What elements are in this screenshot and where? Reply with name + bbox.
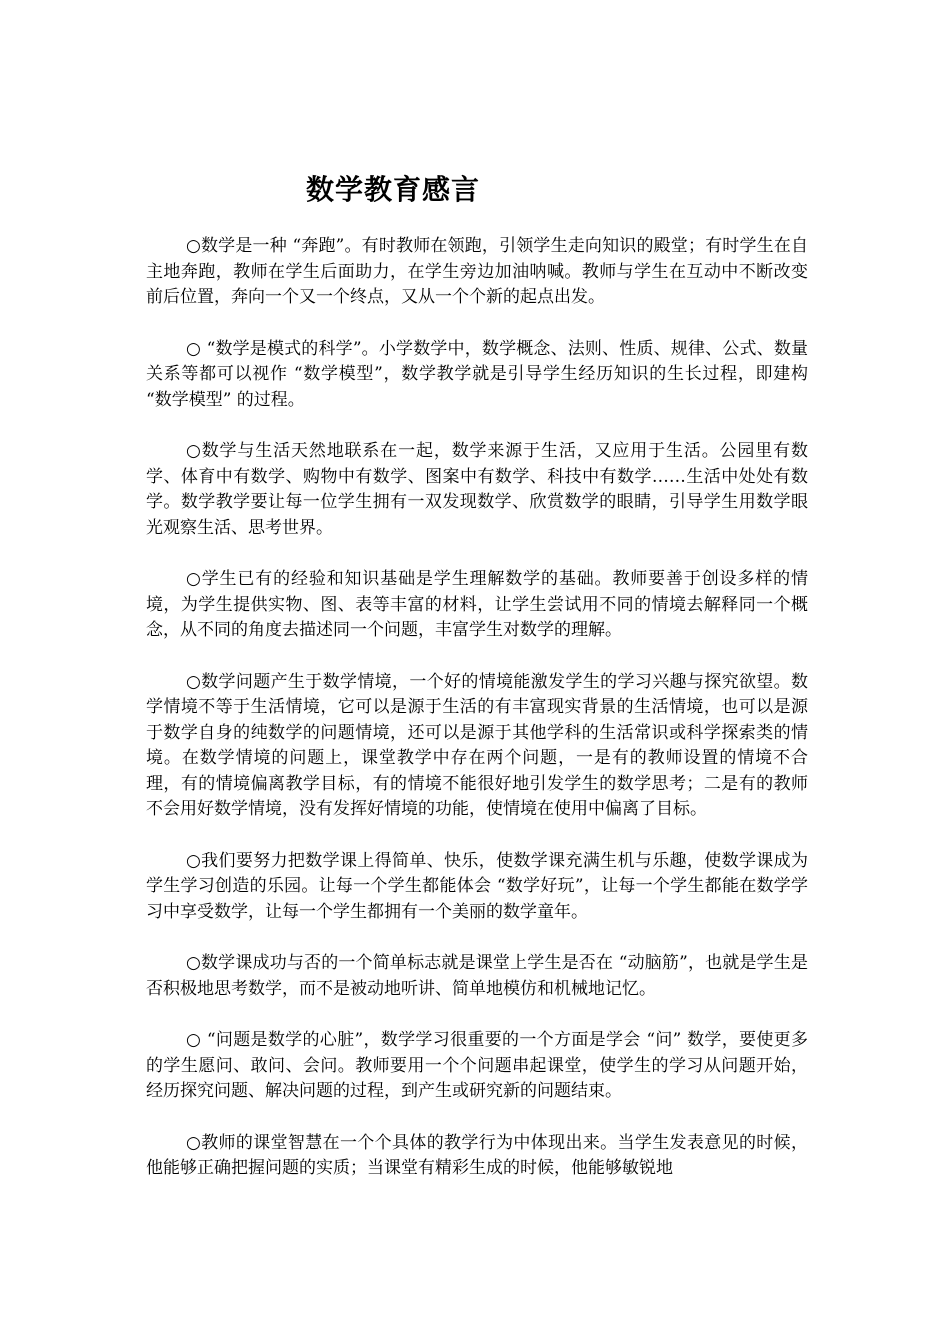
paragraph: ○数学问题产生于数学情境，一个好的情境能激发学生的学习兴趣与探究欲望。数学情境不等于生活情境，它可以是源于生活的有丰富现实背景的生活情境，也可以是源于数学自身的纯数学的问题情境，还可以是源于其他学科的生活常识或科学探索类的情境。在数学情境的问题上，课堂教学中存在两个问题，一是有的教师设置的情境不合理，有的情境偏离教学目标，有的情境不能很好地引发学生的数学思考；二是有的教师不会用好数学情境，没有发挥好情境的功能，使情境在使用中偏离了目标。: [146, 671, 808, 819]
paragraph: ○数学是一种 “奔跑”。有时教师在领跑，引领学生走向知识的殿堂；有时学生在自主地奔跑，教师在学生后面助力，在学生旁边加油呐喊。教师与学生在互动中不断改变前后位置，奔向一个又一个终点，又从一个个新的起点出发。: [146, 236, 808, 307]
paragraph: ○ “问题是数学的心脏”，数学学习很重要的一个方面是学会 “问” 数学，要使更多的学生愿问、敢问、会问。教师要用一个个问题串起课堂，使学生的学习从问题开始，经历探究问题、解决问题的过程，到产生或研究新的问题结束。: [146, 1030, 808, 1101]
paragraph: ○教师的课堂智慧在一个个具体的教学行为中体现出来。当学生发表意见的时候，他能够正确把握问题的实质；当课堂有精彩生成的时候，他能够敏锐地: [146, 1132, 808, 1178]
paragraph: ○数学课成功与否的一个简单标志就是课堂上学生是否在 “动脑筋”，也就是学生是否积极地思考数学，而不是被动地听讲、简单地模仿和机械地记忆。: [146, 953, 808, 999]
paragraph: ○我们要努力把数学课上得简单、快乐，使数学课充满生机与乐趣，使数学课成为学生学习创造的乐园。让每一个学生都能体会 “数学好玩”，让每一个学生都能在数学学习中享受数学，让每一个学生都拥有一个美丽的数学童年。: [146, 850, 808, 922]
paragraph: ○ “数学是模式的科学”。小学数学中，数学概念、法则、性质、规律、公式、数量关系等都可以视作 “数学模型”，数学教学就是引导学生经历知识的生长过程，即建构 “数学模型” 的过程。: [146, 338, 808, 410]
document-body: [146, 234, 808, 1208]
paragraph: ○学生已有的经验和知识基础是学生理解数学的基础。教师要善于创设多样的情境，为学生提供实物、图、表等丰富的材料，让学生尝试用不同的情境去解释同一个概念，从不同的角度去描述同一个问题，丰富学生对数学的理解。: [146, 569, 808, 640]
paragraph: ○数学与生活天然地联系在一起，数学来源于生活，又应用于生活。公园里有数学、体育中有数学、购物中有数学、图案中有数学、科技中有数学……生活中处处有数学。数学教学要让每一位学生拥有一双发现数学、欣赏数学的眼睛，引导学生用数学眼光观察生活、思考世界。: [146, 441, 808, 538]
document-title: 数学教育感言: [306, 173, 481, 206]
